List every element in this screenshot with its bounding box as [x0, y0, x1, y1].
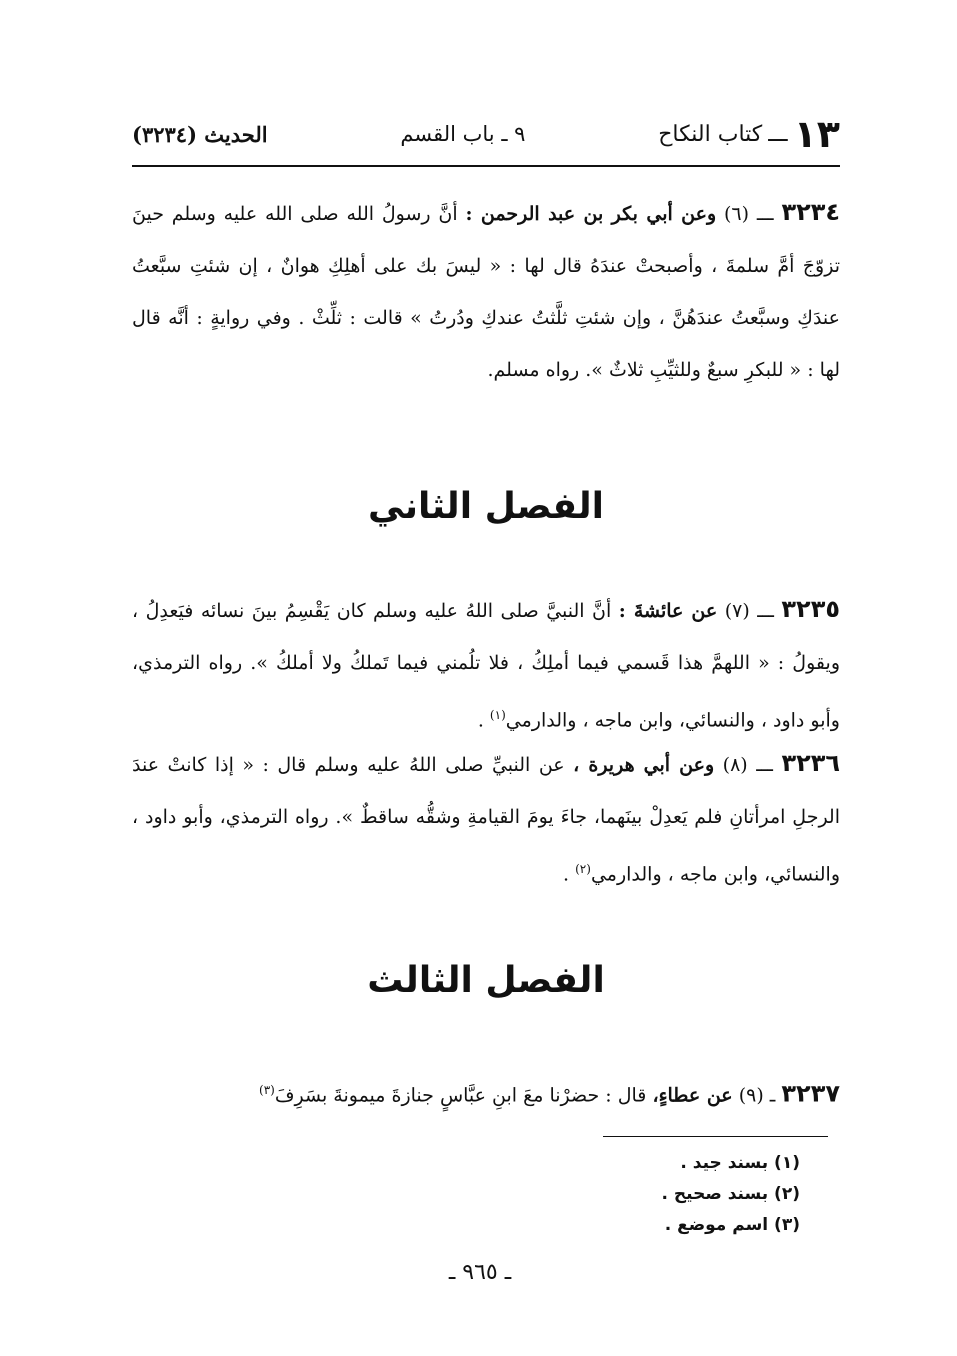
hadith-text: عن النبيِّ صلى اللهُ عليه وسلم قال : « إذا كانتْ عندَ الرجلِ امرأتانِ فلم يَعدِلْ بينَهما، جاءَ يومَ القيامةِ وشقُّه ساقطٌ ». رواه الترمذي، وأبو داود ، والنسائي، وابن ماجه ، والدارمي [132, 754, 840, 886]
section-title-second: الفصل الثاني [368, 486, 604, 527]
chapter-title: ٩ ـ باب القسم [400, 122, 526, 146]
hadith-number: ٣٢٣٤ [781, 198, 841, 226]
hadith-text: أنَّ رسولُ الله صلى الله عليه وسلم حينَ تزوّجَ أمَّ سلمةَ ، وأصبحتْ عندَهُ قال لها : « ليسَ بك على أهلِكِ هوانٌ ، إن شئتِ سبَّعتُ عندَكِ وسبَّعتُ عندَهُنَّ ، وإن شئتِ ثلَّثتُ عندكِ ودُرتُ » قالت : ثلِّثْ . وفي روايةٍ : أنَّه قال لها : « للبكرِ سبعٌ وللثيِّبِ ثلاثٌ ». رواه مسلم. [132, 203, 840, 381]
book-heading [658, 112, 840, 156]
hadith-narrator: عن عائشةَ : [618, 600, 718, 622]
footnote-1: (١) بسند جيد . [680, 1153, 800, 1173]
section-title-third: الفصل الثالث [367, 960, 605, 1001]
hadith-3235 [132, 583, 840, 746]
page-number: ـ ٩٦٥ ـ [448, 1260, 512, 1285]
hadith-reference: الحديث (٣٢٣٤) [132, 121, 268, 147]
hadith-narrator: وعن أبي هريرة ، [573, 754, 715, 776]
hadith-3234 [132, 186, 840, 396]
hadith-text: قال : حضرْنا معَ ابنِ عبَّاسٍ جنازةَ ميمونةَ بسَرِفَ [274, 1084, 647, 1107]
footnote-3: (٣) اسم موضع . [664, 1215, 800, 1235]
book-dash: ـــ [768, 121, 788, 147]
hadith-narrator: وعن أبي بكر بن عبد الرحمن : [465, 203, 717, 225]
footnote-mark: (٢) [575, 862, 591, 876]
hadith-marker: ـ (٩) [738, 1084, 776, 1107]
book-number: ١٣ [793, 112, 840, 156]
hadith-number: ٣٢٣٥ [781, 595, 840, 623]
hadith-text: أنَّ النبيَّ صلى اللهُ عليه وسلم كان يَقْسِمُ بينَ نسائه فيَعدِلُ ، ويقولُ : « اللهمَّ هذا قَسمي فيما أملِكُ ، فلا تلُمني فيما تَملكُ ولا أملكُ ». رواه الترمذي، وأبو داود ، والنسائي، وابن ماجه ، والدارمي [132, 600, 840, 732]
running-header [132, 110, 840, 158]
hadith-3237 [132, 1064, 840, 1121]
hadith-end: . [477, 709, 490, 732]
footnote-2: (٢) بسند صحيح . [661, 1184, 800, 1204]
hadith-marker: ـــ (٨) [722, 754, 773, 776]
hadith-number: ٣٢٣٦ [781, 749, 841, 777]
hadith-marker: ـــ (٦) [724, 203, 774, 225]
footnotes [480, 1148, 800, 1241]
header-rule [132, 165, 840, 167]
footnote-mark: (٣) [259, 1083, 275, 1097]
hadith-end: . [563, 863, 576, 886]
hadith-narrator: عن عطاءٍ، [652, 1084, 733, 1107]
footnote-rule [603, 1136, 828, 1137]
hadith-marker: ـــ (٧) [724, 600, 774, 622]
book-title: كتاب النكاح [658, 121, 763, 147]
hadith-3236 [132, 737, 840, 900]
hadith-number: ٣٢٣٧ [781, 1079, 840, 1108]
footnote-mark: (١) [489, 708, 506, 722]
